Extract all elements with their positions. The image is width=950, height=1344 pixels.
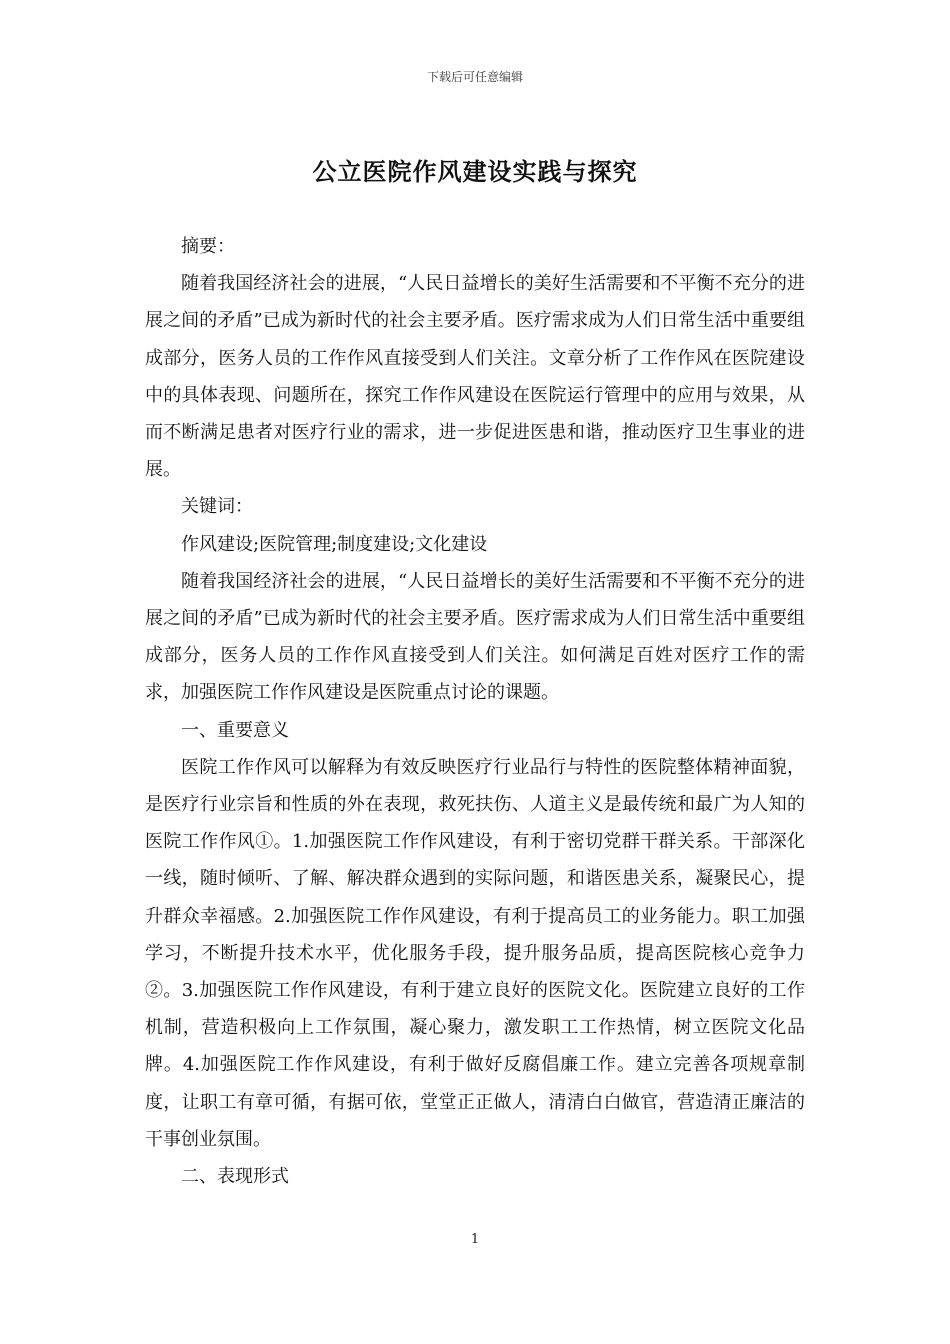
- section1-heading: 一、重要意义: [181, 719, 289, 741]
- intro-paragraph: 随着我国经济社会的进展，“人民日益增长的美好生活需要和不平衡不充分的进展之间的矛盾”已成为新时代的社会主要矛盾。医疗需求成为人们日常生活中重要组成部分，医务人员的工作作风直接受到人们关注。如何满足百姓对医疗工作的需求，加强医院工作作风建设是医院重点讨论的课题。: [145, 570, 805, 704]
- abstract-body: 随着我国经济社会的进展，“人民日益增长的美好生活需要和不平衡不充分的进展之间的矛盾”已成为新时代的社会主要矛盾。医疗需求成为人们日常生活中重要组成部分，医务人员的工作作风直接受到人们关注。文章分析了工作作风在医院建设中的具体表现、问题所在，探究工作作风建设在医院运行管理中的应用与效果，从而不断满足患者对医疗行业的需求，进一步促进医患和谐，推动医疗卫生事业的进展。: [145, 273, 805, 481]
- document-title: 公立医院作风建设实践与探究: [312, 157, 638, 186]
- keywords-list: 作风建设;医院管理;制度建设;文化建设: [181, 533, 488, 555]
- header-note: 下载后可任意编辑: [426, 70, 523, 84]
- document-body: [145, 228, 805, 1195]
- keywords-heading: 关键词：: [181, 496, 253, 518]
- section2-heading: 二、表现形式: [181, 1166, 289, 1188]
- section1-body: 医院工作作风可以解释为有效反映医疗行业品行与特性的医院整体精神面貌，是医疗行业宗旨和性质的外在表现，救死扶伤、人道主义是最传统和最广为人知的医院工作作风①。1.加强医院工作作风建设，有利于密切党群干群关系。干部深化一线，随时倾听、了解、解决群众遇到的实际问题，和谐医患关系，凝聚民心，提升群众幸福感。2.加强医院工作作风建设，有利于提高员工的业务能力。职工加强学习，不断提升技术水平，优化服务手段，提升服务品质，提高医院核心竞争力②。3.加强医院工作作风建设，有利于建立良好的医院文化。医院建立良好的工作机制，营造积极向上工作氛围，凝心聚力，激发职工工作热情，树立医院文化品牌。4.加强医院工作作风建设，有利于做好反腐倡廉工作。建立完善各项规章制度，让职工有章可循，有据可依，堂堂正正做人，清清白白做官，营造清正廉洁的干事创业氛围。: [145, 756, 805, 1150]
- abstract-heading: 摘要：: [181, 236, 235, 257]
- page-number: 1: [470, 1232, 480, 1247]
